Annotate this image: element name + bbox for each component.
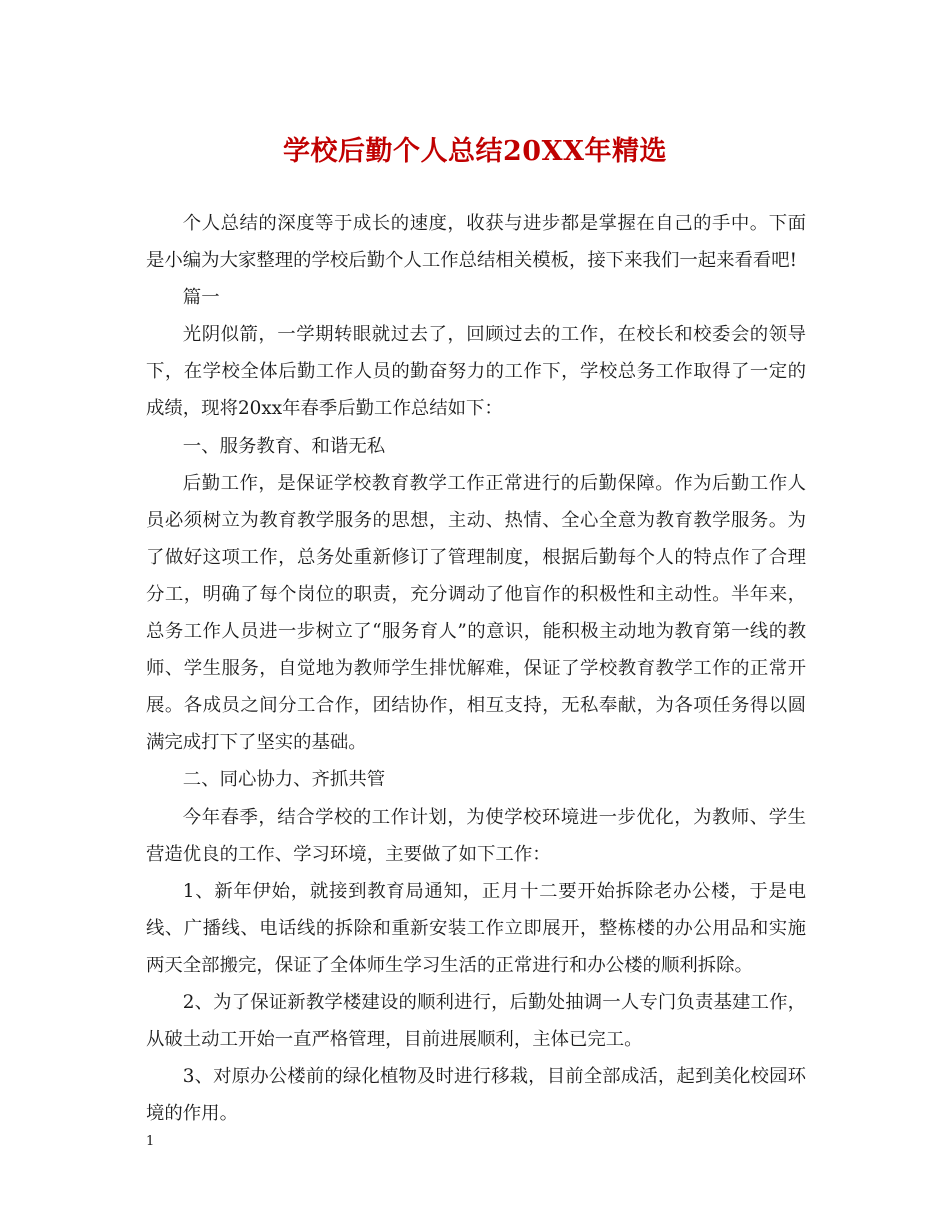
list-item-2: 2、为了保证新教学楼建设的顺利进行，后勤处抽调一人专门负责基建工作，从破土动工开始一直严格管理，目前进展顺利，主体已完工。 [146,991,806,1051]
list-item-1: 1、新年伊始，就接到教育局通知，正月十二要开始拆除老办公楼，于是电线、广播线、电话线的拆除和重新安装工作立即展开，整栋楼的办公用品和实施两天全部搬完，保证了全体师生学习生活的正常进行和办公楼的顺利拆除。 [146,880,806,976]
paragraph-service: 后勤工作，是保证学校教育教学工作正常进行的后勤保障。作为后勤工作人员必须树立为教育教学服务的思想，主动、热情、全心全意为教育教学服务。为了做好这项工作，总务处重新修订了管理制度，根据后勤每个人的特点作了合理分工，明确了每个岗位的职责，充分调动了他盲作的积极性和主动性。半年来，总务工作人员进一步树立了“服务育人”的意识，能积极主动地为教育第一线的教师、学生服务，自觉地为教师学生排忧解难，保证了学校教育教学工作的正常开展。各成员之间分工合作，团结协作，相互支持，无私奉献，为各项任务得以圆满完成打下了坚实的基础。 [146,472,806,754]
document-body [146,205,806,1132]
paragraph-spring-plan: 今年春季，结合学校的工作计划，为使学校环境进一步优化，为教师、学生营造优良的工作、学习环境，主要做了如下工作： [146,806,806,865]
list-item-3: 3、对原办公楼前的绿化植物及时进行移栽，目前全部成活，起到美化校园环境的作用。 [146,1066,806,1125]
document-title: 学校后勤个人总结20XX年精选 [283,136,667,167]
paragraph-opening: 光阴似箭，一学期转眼就过去了，回顾过去的工作，在校长和校委会的领导下，在学校全体后勤工作人员的勤奋努力的工作下，学校总务工作取得了一定的成绩，现将20xx年春季后勤工作总结如下： [146,324,806,420]
paragraph-intro: 个人总结的深度等于成长的速度，收获与进步都是掌握在自己的手中。下面是小编为大家整理的学校后勤个人工作总结相关模板，接下来我们一起来看看吧! [146,213,806,272]
section-heading-part-one: 篇一 [182,287,220,309]
section-heading-1: 一、服务教育、和谐无私 [182,435,386,457]
page-number: 1 [146,1134,155,1149]
section-heading-2: 二、同心协力、齐抓共管 [182,769,386,791]
